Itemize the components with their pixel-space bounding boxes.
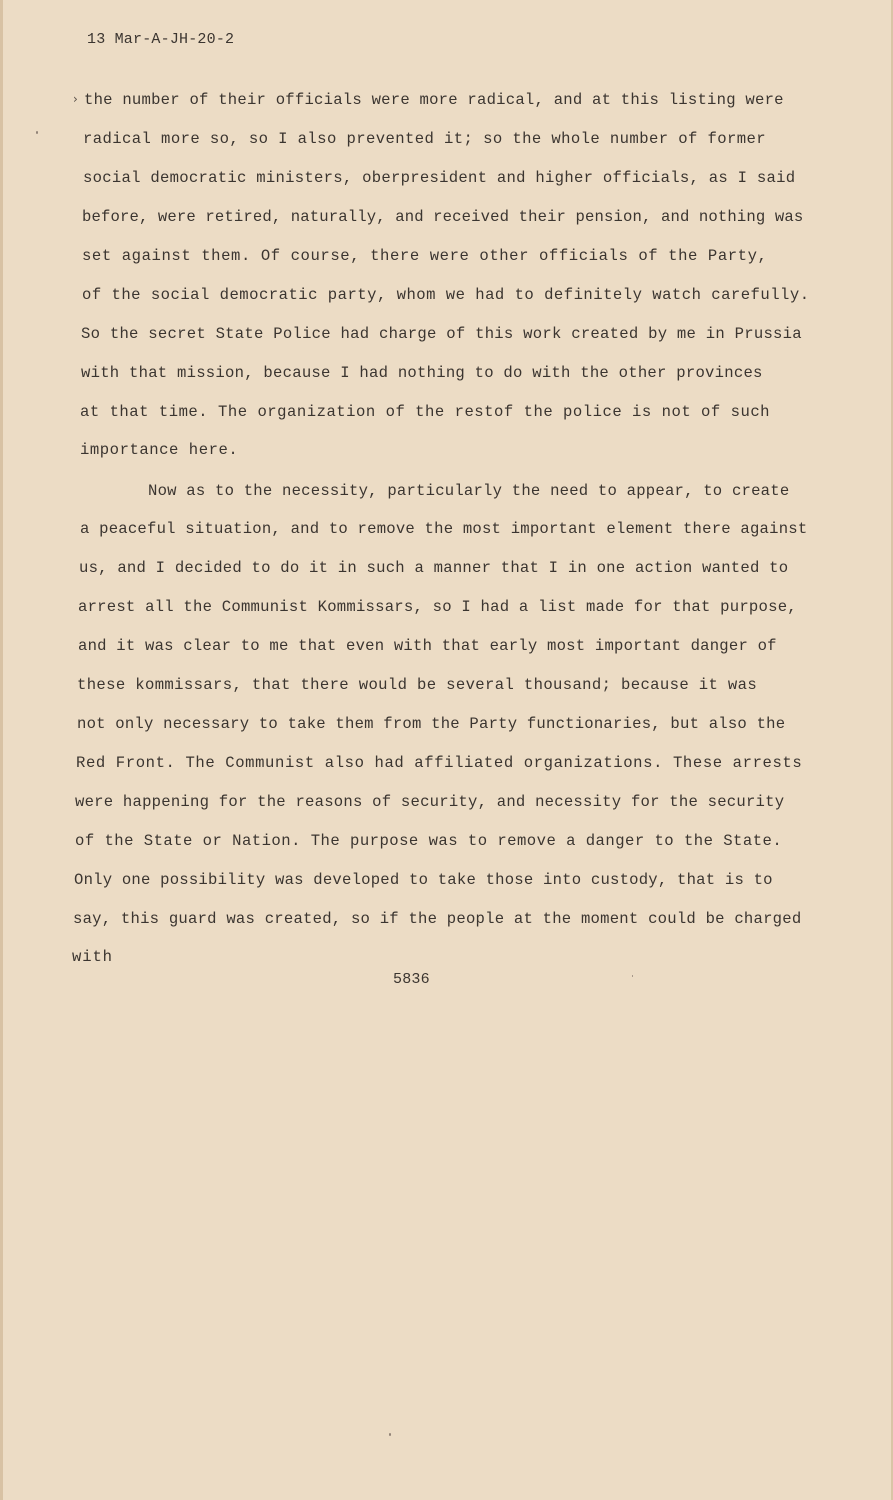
text-line-23: with bbox=[72, 948, 113, 966]
ink-speck bbox=[389, 1433, 391, 1436]
text-line-21: Only one possibility was developed to take those into custody, that is to bbox=[74, 871, 773, 889]
text-line-20: of the State or Nation. The purpose was to remove a danger to the State. bbox=[75, 832, 783, 850]
text-line-6: of the social democratic party, whom we had to definitely watch carefully. bbox=[82, 286, 810, 304]
text-line-19: were happening for the reasons of security, and necessity for the security bbox=[75, 793, 785, 811]
text-line-10: importance here. bbox=[80, 441, 239, 459]
text-line-12: a peaceful situation, and to remove the most important element there against bbox=[80, 520, 808, 538]
page-header: 13 Mar-A-JH-20-2 bbox=[87, 31, 235, 48]
text-line-17: not only necessary to take them from the Party functionaries, but also the bbox=[77, 715, 786, 733]
ink-speck bbox=[36, 131, 38, 134]
text-line-14: arrest all the Communist Kommissars, so I had a list made for that purpose, bbox=[78, 598, 797, 616]
text-line-5: set against them. Of course, there were other officials of the Party, bbox=[82, 247, 768, 265]
text-line-2: radical more so, so I also prevented it; so the whole number of former bbox=[83, 130, 767, 148]
text-line-3: social democratic ministers, oberpresident and higher officials, as I said bbox=[83, 169, 796, 187]
text-line-13: us, and I decided to do it in such a manner that I in one action wanted to bbox=[79, 559, 789, 577]
text-line-15: and it was clear to me that even with that early most important danger of bbox=[78, 637, 777, 655]
text-line-22: say, this guard was created, so if the people at the moment could be charged bbox=[73, 910, 802, 928]
text-line-8: with that mission, because I had nothing to do with the other provinces bbox=[81, 364, 763, 382]
text-line-4: before, were retired, naturally, and received their pension, and nothing was bbox=[82, 208, 804, 226]
margin-tick-mark: › bbox=[73, 92, 78, 106]
text-line-11: Now as to the necessity, particularly the need to appear, to create bbox=[148, 482, 790, 500]
text-line-9: at that time. The organization of the restof the police is not of such bbox=[80, 403, 771, 421]
ink-speck bbox=[632, 975, 633, 977]
text-line-18: Red Front. The Communist also had affiliated organizations. These arrests bbox=[76, 754, 803, 772]
text-line-1: the number of their officials were more radical, and at this listing were bbox=[84, 91, 784, 109]
page-number: 5836 bbox=[393, 971, 430, 988]
text-line-16: these kommissars, that there would be several thousand; because it was bbox=[77, 676, 758, 694]
text-line-7: So the secret State Police had charge of this work created by me in Prussia bbox=[81, 325, 802, 343]
